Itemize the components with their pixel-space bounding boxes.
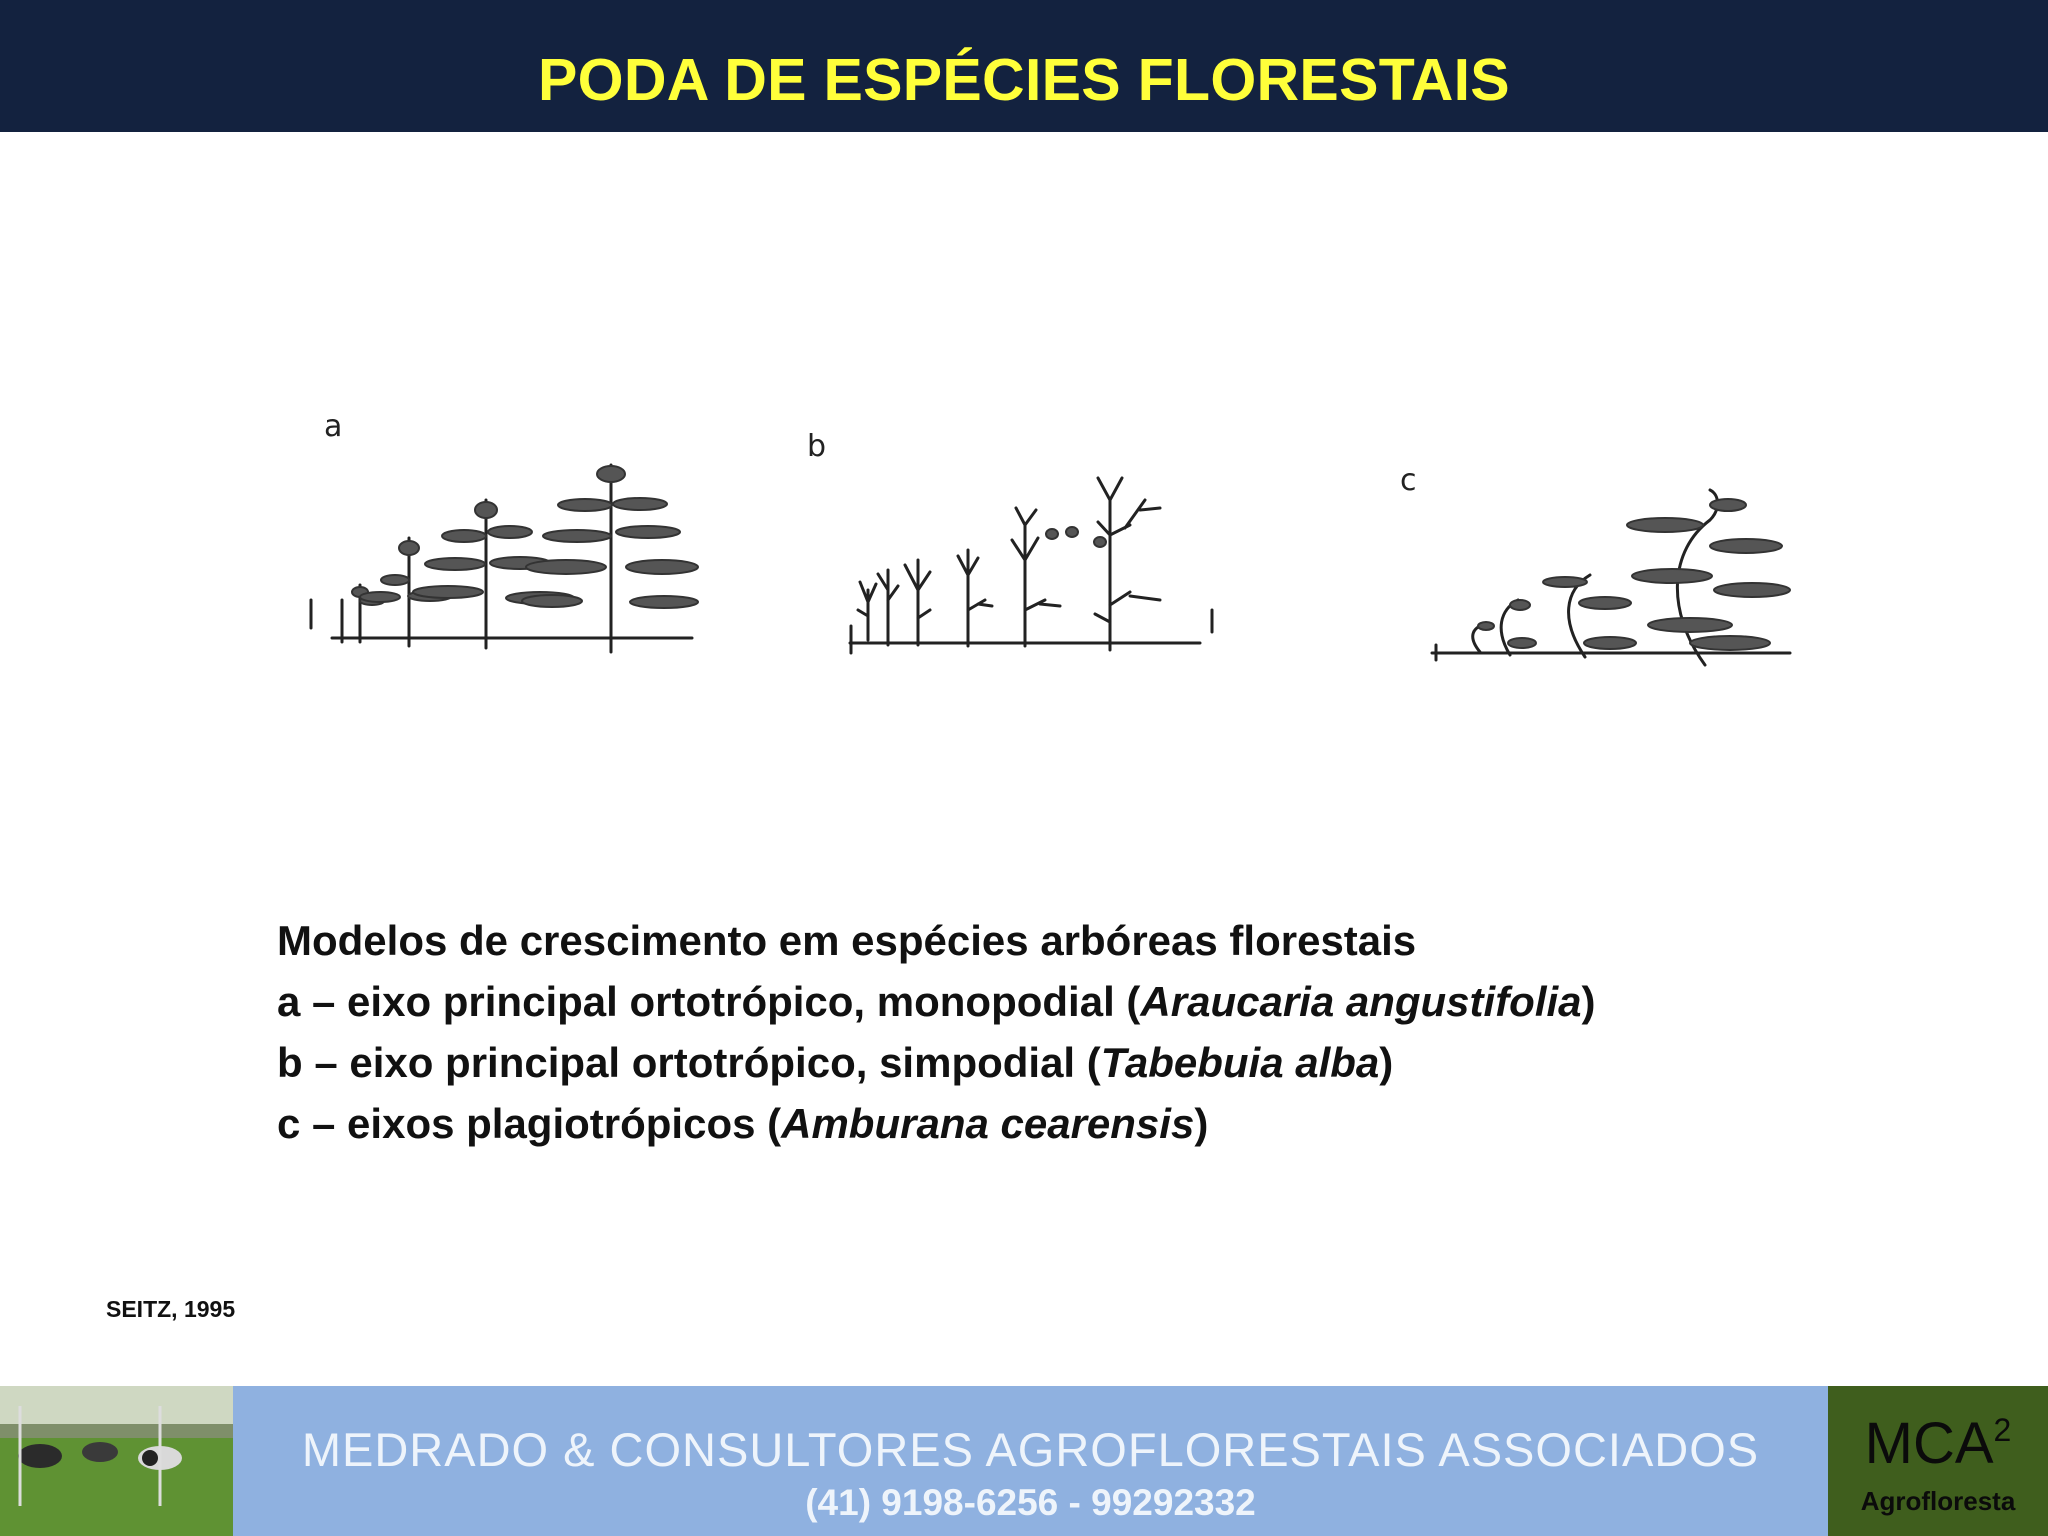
footer-banner [0, 1386, 2048, 1536]
source-citation: SEITZ, 1995 [106, 1296, 236, 1322]
company-band [233, 1386, 1828, 1536]
logo-subtitle: Agrofloresta [1860, 1486, 2016, 1516]
figure-caption [277, 910, 1596, 1154]
panel-c-label: c [1400, 463, 1417, 498]
slide-title: PODA DE ESPÉCIES FLORESTAIS [538, 47, 1510, 113]
species-b: Tabebuia alba [1100, 1039, 1380, 1086]
footer-photo [0, 1386, 233, 1536]
company-name: MEDRADO & CONSULTORES AGROFLORESTAIS ASSOCIADOS [301, 1423, 1760, 1476]
caption-line-b: b – eixo principal ortotrópico, simpodial (Tabebuia alba) [277, 1039, 1394, 1086]
panel-b-illustration [807, 429, 1212, 653]
caption-line-c: c – eixos plagiotrópicos (Amburana cearensis) [277, 1100, 1209, 1147]
caption-line-a: a – eixo principal ortotrópico, monopodial (Araucaria angustifolia) [277, 978, 1596, 1025]
panel-b-label: b [807, 429, 827, 464]
species-c: Amburana cearensis [781, 1100, 1195, 1147]
title-bar [0, 0, 2048, 132]
caption-heading: Modelos de crescimento em espécies arbóreas florestais [277, 917, 1417, 964]
logo-mark: MCA$^2$ [1864, 1411, 2012, 1476]
panel-a-illustration [311, 409, 698, 652]
species-a: Araucaria angustifolia [1140, 978, 1582, 1025]
growth-models-figure [0, 360, 2048, 690]
company-phone: (41) 9198-6256 - 99292332 [805, 1482, 1256, 1523]
panel-c-illustration [1400, 463, 1790, 665]
panel-a-label: a [324, 409, 343, 444]
company-logo [1828, 1386, 2048, 1536]
